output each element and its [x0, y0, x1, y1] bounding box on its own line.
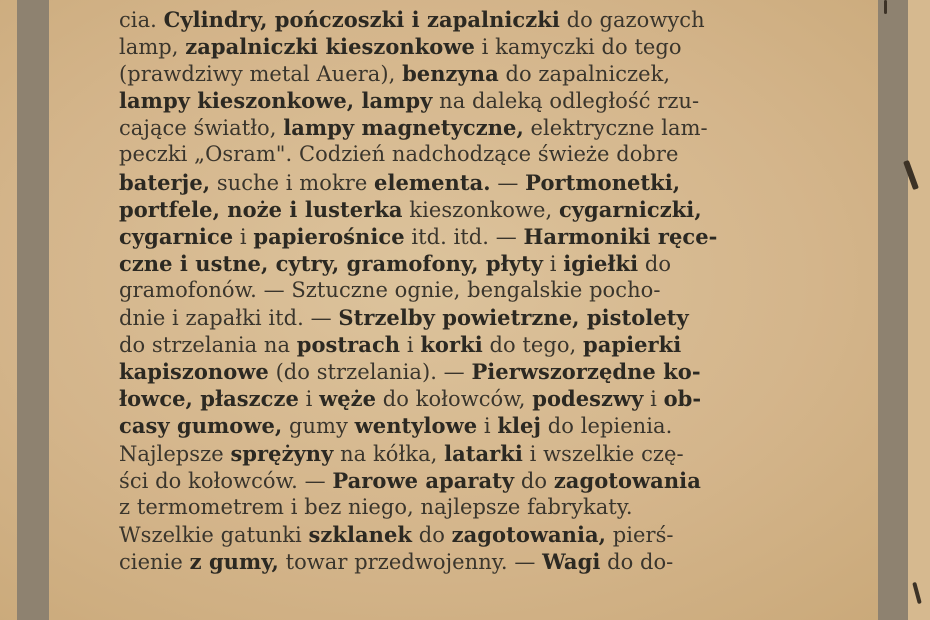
body-text: i	[298, 387, 320, 412]
bold-product-name: papierki	[582, 332, 682, 358]
text-line	[119, 358, 809, 385]
text-line	[119, 521, 809, 548]
bold-product-name: czne i ustne, cytry, gramofony, płyty	[119, 250, 543, 276]
bold-product-name: zagotowania	[553, 467, 701, 493]
body-text: peczki „Osram". Codzień nadchodzące świeże dobre	[119, 142, 679, 167]
bold-product-name: sprężyny	[230, 440, 334, 466]
text-line	[119, 60, 809, 87]
body-text: z termometrem i bez niego, najlepsze fabrykaty.	[119, 494, 633, 519]
text-line	[119, 494, 809, 521]
bold-product-name: elementa.	[374, 169, 491, 195]
text-line	[119, 87, 809, 114]
body-text: cia.	[119, 8, 164, 32]
text-line	[119, 467, 809, 494]
body-text: cające światło,	[119, 116, 284, 141]
bold-product-name: casy gumowe,	[119, 413, 283, 439]
body-text: (do strzelania). —	[268, 360, 472, 385]
body-text: do zapalniczek,	[498, 62, 671, 87]
body-text: do gazowych	[559, 8, 705, 32]
text-line	[119, 196, 809, 223]
body-text: do do-	[600, 549, 674, 574]
bold-product-name: zapalniczki kieszonkowe	[185, 34, 475, 60]
text-line	[119, 6, 809, 33]
text-line	[119, 440, 809, 467]
body-text: ści do kołowców. —	[119, 468, 333, 493]
bold-product-name: Pierwszorzędne ko-	[471, 359, 701, 385]
body-text: i	[400, 333, 421, 358]
body-text: i	[643, 387, 664, 412]
text-line	[119, 277, 809, 304]
right-column-rule	[878, 0, 908, 620]
body-text: gumy	[282, 414, 355, 439]
bold-product-name: podeszwy	[532, 386, 644, 412]
ink-speck	[884, 0, 887, 14]
bold-product-name: kapiszonowe	[119, 359, 269, 385]
body-text: dnie i zapałki itd. —	[119, 306, 339, 331]
text-line	[119, 250, 809, 277]
text-line	[119, 548, 809, 575]
right-margin	[908, 0, 930, 620]
bold-product-name: postrach	[296, 332, 401, 358]
bold-product-name: benzyna	[402, 61, 499, 87]
text-line	[119, 114, 809, 141]
text-line	[119, 223, 809, 250]
bold-product-name: papierośnice	[253, 223, 405, 249]
bold-product-name: Wagi	[542, 548, 601, 574]
bold-product-name: Harmoniki ręce-	[523, 223, 718, 249]
body-text: towar przedwojenny. —	[278, 549, 543, 574]
bold-product-name: latarki	[444, 440, 523, 466]
body-text: na kółka,	[333, 441, 445, 466]
body-text: i	[542, 251, 564, 276]
text-line	[119, 169, 809, 196]
body-text: do	[638, 251, 672, 276]
text-line	[119, 141, 809, 168]
bold-product-name: korki	[420, 332, 483, 358]
body-text: cienie	[119, 549, 190, 574]
body-text: suche i mokre	[210, 170, 375, 195]
body-text: —	[490, 170, 526, 195]
bold-product-name: Cylindry, pończoszki i zapalniczki	[163, 7, 560, 32]
body-text: i wszelkie czę-	[522, 441, 684, 466]
bold-product-name: Strzelby powietrzne, pistolety	[338, 305, 689, 331]
body-text: i	[233, 224, 254, 249]
text-line	[119, 33, 809, 60]
bold-product-name: łowce, płaszcze	[119, 386, 299, 412]
body-text: lamp,	[119, 35, 186, 60]
bold-product-name: Parowe aparaty	[332, 467, 515, 493]
bold-product-name: szklanek	[308, 521, 413, 547]
advertisement-text-column	[119, 6, 809, 575]
bold-product-name: lampy kieszonkowe, lampy	[119, 88, 433, 114]
body-text: Wszelkie gatunki	[119, 522, 309, 547]
body-text: (prawdziwy metal Auera),	[119, 62, 403, 87]
bold-product-name: klej	[497, 413, 542, 439]
body-text: Najlepsze	[119, 441, 231, 466]
bold-product-name: baterje,	[119, 169, 211, 195]
text-line	[119, 331, 809, 358]
body-text: do strzelania na	[119, 333, 297, 358]
bold-product-name: Portmonetki,	[525, 169, 681, 195]
bold-product-name: lampy magnetyczne,	[283, 115, 524, 141]
text-line	[119, 385, 809, 412]
bold-product-name: igiełki	[563, 250, 639, 276]
body-text: do tego,	[482, 333, 583, 358]
body-text: i kamyczki do tego	[474, 35, 682, 60]
bold-product-name: portfele, noże i lusterka	[119, 196, 403, 222]
bold-product-name: cygarnice	[119, 223, 234, 249]
text-line	[119, 304, 809, 331]
text-line	[119, 412, 809, 439]
bold-product-name: węże	[319, 386, 377, 412]
bold-product-name: zagotowania,	[451, 521, 607, 547]
bold-product-name: z gumy,	[189, 548, 279, 574]
body-text: i	[477, 414, 498, 439]
body-text: gramofonów. — Sztuczne ognie, bengalskie pocho-	[119, 277, 661, 302]
body-text: kieszonkowe,	[402, 197, 559, 222]
bold-product-name: wentylowe	[354, 413, 478, 439]
body-text: elektryczne lam-	[523, 116, 708, 141]
body-text: do	[412, 522, 452, 547]
body-text: do lepienia.	[541, 414, 673, 439]
body-text: itd. itd. —	[404, 224, 524, 249]
body-text: na daleką odległość rzu-	[432, 89, 700, 114]
bold-product-name: cygarniczki,	[558, 196, 702, 222]
bold-product-name: ob-	[663, 386, 702, 412]
body-text: do kołowców,	[376, 387, 533, 412]
body-text: do	[514, 468, 554, 493]
body-text: pierś-	[606, 522, 674, 547]
left-column-rule	[17, 0, 49, 620]
